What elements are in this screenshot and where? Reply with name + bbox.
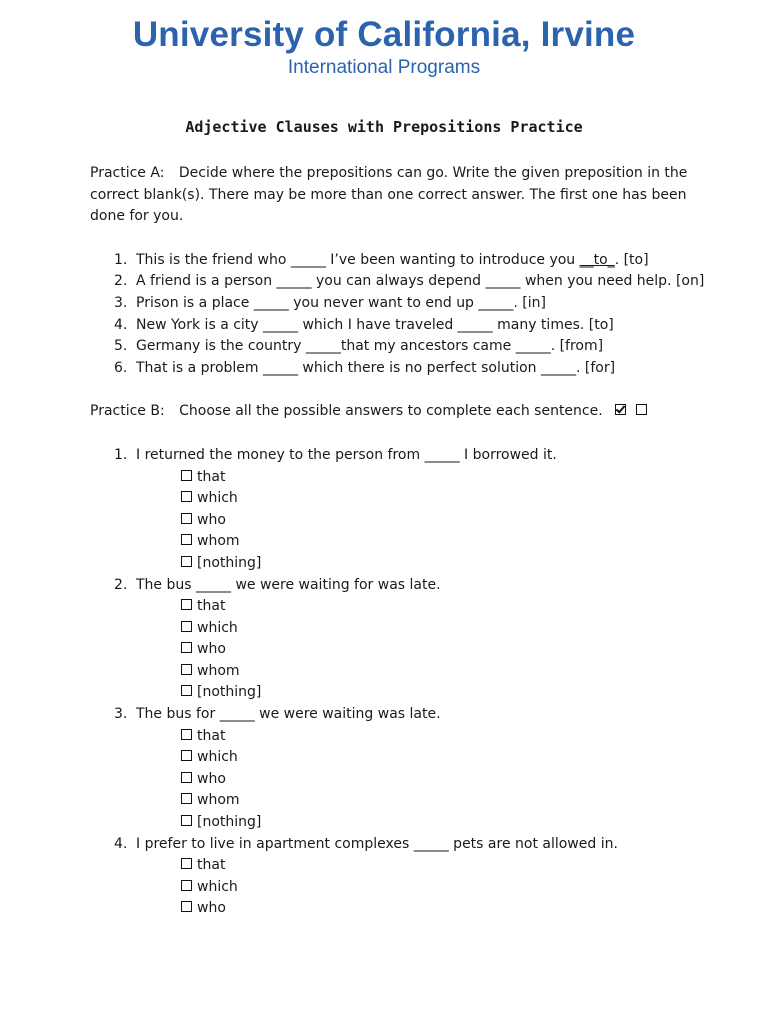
header xyxy=(0,0,768,80)
answer-option[interactable] xyxy=(90,553,720,575)
item-number: 5. xyxy=(114,338,128,355)
option-label: whom xyxy=(197,792,240,809)
checkbox-icon[interactable] xyxy=(181,470,192,481)
checkbox-icon[interactable] xyxy=(181,642,192,653)
option-label: that xyxy=(197,857,226,874)
question-number: 2. xyxy=(114,576,128,593)
answer-option[interactable] xyxy=(90,618,720,640)
question-item xyxy=(90,575,720,597)
item-text: That is a problem _____ which there is no perfect solution _____. [for] xyxy=(136,359,616,376)
option-label: that xyxy=(197,468,226,485)
checkbox-icon[interactable] xyxy=(181,621,192,632)
checkbox-icon[interactable] xyxy=(181,750,192,761)
answer-option[interactable] xyxy=(90,898,720,920)
option-label: who xyxy=(197,900,226,917)
question xyxy=(90,445,720,467)
answer-option[interactable] xyxy=(90,639,720,661)
question-text: The bus for _____ we were waiting was late. xyxy=(136,706,441,723)
checkbox-icon[interactable] xyxy=(181,556,192,567)
question-number: 3. xyxy=(114,706,128,723)
option-label: that xyxy=(197,727,226,744)
checkbox-icon[interactable] xyxy=(181,901,192,912)
answer-option[interactable] xyxy=(90,790,720,812)
question-item xyxy=(90,704,720,726)
department-subtitle: International Programs xyxy=(287,57,481,78)
item-text: A friend is a person _____ you can always depend _____ when you need help. [on] xyxy=(136,273,705,290)
question-number: 4. xyxy=(114,835,128,852)
item-number: 2. xyxy=(114,273,128,290)
checkbox-icon[interactable] xyxy=(181,729,192,740)
option-label: which xyxy=(197,490,238,507)
checkbox-icon[interactable] xyxy=(181,793,192,804)
answer-options xyxy=(90,467,720,575)
item-number: 3. xyxy=(114,294,128,311)
checkbox-icon[interactable] xyxy=(181,858,192,869)
practice-b-list xyxy=(90,445,720,920)
checkbox-icon[interactable] xyxy=(181,664,192,675)
answer-option[interactable] xyxy=(90,682,720,704)
question xyxy=(90,704,720,726)
answer-option[interactable] xyxy=(90,747,720,769)
worksheet-title: Adjective Clauses with Prepositions Practice xyxy=(185,118,583,136)
answer-option[interactable] xyxy=(90,488,720,510)
list-item xyxy=(90,358,720,380)
question xyxy=(90,834,720,856)
checkbox-icon[interactable] xyxy=(181,534,192,545)
checkbox-icon[interactable] xyxy=(181,772,192,783)
practice-a-label: Practice A: xyxy=(90,165,165,181)
item-text-end: . [to] xyxy=(614,251,649,268)
checkbox-icon[interactable] xyxy=(181,513,192,524)
answer-option[interactable] xyxy=(90,531,720,553)
option-label: [nothing] xyxy=(197,554,262,571)
university-logo-title: University of California, Irvine xyxy=(132,15,636,54)
option-label: which xyxy=(197,878,238,895)
list-item xyxy=(90,293,720,315)
checkbox-icon[interactable] xyxy=(181,599,192,610)
item-text: New York is a city _____ which I have traveled _____ many times. [to] xyxy=(136,316,614,333)
question-text: I prefer to live in apartment complexes _____ pets are not allowed in. xyxy=(136,835,618,852)
practice-b-label: Practice B: xyxy=(90,403,165,420)
option-label: whom xyxy=(197,533,240,550)
checkbox-icon[interactable] xyxy=(181,685,192,696)
list-item xyxy=(90,271,720,293)
answer-option[interactable] xyxy=(90,812,720,834)
practice-a-text: Decide where the prepositions can go. Write the given preposition in the correct blank(s). There may be more than one correct answer. The first one has been done for you. xyxy=(90,165,688,225)
item-text: Germany is the country _____that my ancestors came _____. [from] xyxy=(136,338,604,355)
checked-checkbox-icon xyxy=(615,404,626,415)
answer-option[interactable] xyxy=(90,510,720,532)
question-text: I returned the money to the person from _____ I borrowed it. xyxy=(136,446,557,463)
answer-option[interactable] xyxy=(90,877,720,899)
option-label: who xyxy=(197,770,226,787)
practice-b-instructions xyxy=(90,401,720,423)
item-number: 4. xyxy=(114,316,128,333)
option-label: who xyxy=(197,641,226,658)
option-label: which xyxy=(197,749,238,766)
option-label: whom xyxy=(197,662,240,679)
answer-option[interactable] xyxy=(90,726,720,748)
checkbox-icon[interactable] xyxy=(181,880,192,891)
answer-option[interactable] xyxy=(90,596,720,618)
question-number: 1. xyxy=(114,446,128,463)
question-text: The bus _____ we were waiting for was late. xyxy=(136,576,441,593)
practice-b-text: Choose all the possible answers to complete each sentence. xyxy=(179,403,603,420)
list-item xyxy=(90,250,720,272)
item-number: 1. xyxy=(114,251,128,268)
question-item xyxy=(90,834,720,856)
option-label: [nothing] xyxy=(197,684,262,701)
option-label: [nothing] xyxy=(197,814,262,831)
item-answer: __to_ xyxy=(579,251,615,268)
option-label: that xyxy=(197,598,226,615)
item-text: This is the friend who _____ I’ve been wanting to introduce you xyxy=(136,251,580,268)
checkbox-icon[interactable] xyxy=(181,491,192,502)
worksheet-content xyxy=(90,163,720,920)
option-label: which xyxy=(197,619,238,636)
item-text: Prison is a place _____ you never want to end up _____. [in] xyxy=(136,294,546,311)
question xyxy=(90,575,720,597)
answer-options xyxy=(90,596,720,704)
answer-option[interactable] xyxy=(90,467,720,489)
list-item xyxy=(90,315,720,337)
option-label: who xyxy=(197,511,226,528)
practice-a-list xyxy=(90,250,720,380)
checkbox-icon xyxy=(636,404,647,415)
question-item xyxy=(90,445,720,467)
checkbox-icon[interactable] xyxy=(181,815,192,826)
practice-a-instructions xyxy=(90,163,720,228)
answer-options xyxy=(90,855,720,920)
list-item xyxy=(90,336,720,358)
answer-options xyxy=(90,726,720,834)
item-number: 6. xyxy=(114,359,128,376)
answer-option[interactable] xyxy=(90,769,720,791)
answer-option[interactable] xyxy=(90,661,720,683)
answer-option[interactable] xyxy=(90,855,720,877)
